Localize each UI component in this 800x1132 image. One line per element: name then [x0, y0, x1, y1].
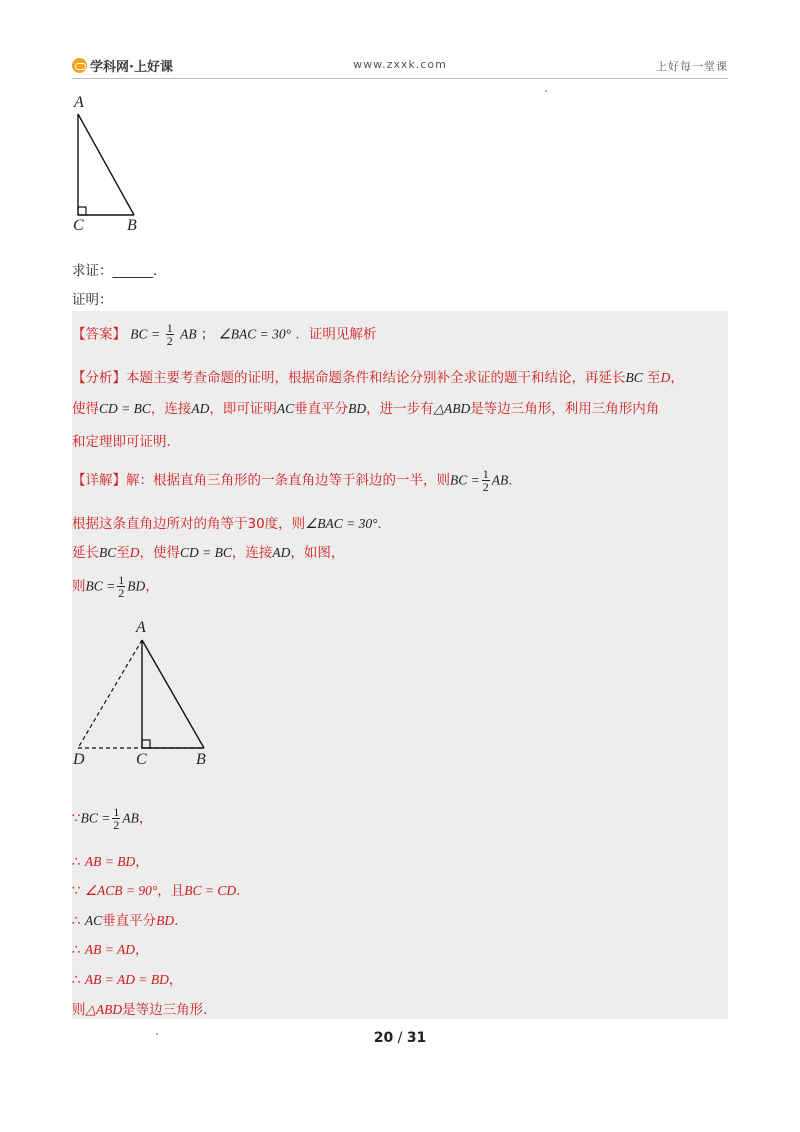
step1-fraction: [112, 806, 120, 831]
detail-line-4: [72, 574, 159, 599]
detail-num: 1: [482, 467, 489, 481]
logo-text: 学科网·上好课: [90, 60, 173, 75]
step2-comma: ，: [135, 854, 149, 870]
analysis-l2e: ，即可证明: [209, 401, 277, 417]
answer-eq: =: [151, 326, 160, 342]
analysis-l2i: ，进一步有: [366, 401, 434, 417]
step-3: [72, 879, 250, 899]
detail-l4-den: 2: [118, 586, 125, 600]
step1-ab: AB: [122, 810, 139, 826]
detail-l3b: BC: [99, 545, 117, 560]
step3-and: ，且: [157, 883, 185, 899]
fig2-label-b: B: [196, 751, 206, 768]
step-7: [72, 998, 217, 1018]
step-5: [72, 938, 149, 958]
detail-l4b: BC =: [85, 578, 116, 594]
analysis-line-3: 和定理即可证明．: [72, 434, 180, 450]
step4-bd: BD: [156, 913, 175, 928]
step1-bc: BC =: [80, 810, 111, 826]
analysis-l1a: 本题主要考查命题的证明，根据命题条件和结论分别补全求证的题干和结论，再延长: [126, 370, 626, 386]
step6-expr: AB = AD = BD: [84, 972, 169, 987]
step6-therefore: ∴: [72, 972, 81, 988]
detail-l2a: 根据这条直角边所对的角等于30度，则: [72, 516, 306, 532]
detail-l3h: AD: [272, 545, 291, 560]
step5-therefore: ∴: [72, 942, 81, 958]
step1-comma: ，: [138, 810, 153, 827]
detail-line-3: [72, 541, 344, 561]
answer-tag: 【答案】: [72, 326, 126, 343]
header-slogan: 上好每一堂课: [656, 60, 728, 73]
answer-bc: BC: [130, 326, 148, 342]
analysis-l1b: BC: [625, 370, 643, 385]
analysis-l2h: BD: [348, 401, 367, 416]
answer-num: 1: [166, 321, 173, 335]
step6-comma: ，: [168, 972, 183, 988]
detail-line-2: [72, 512, 391, 532]
page-number: [0, 1030, 800, 1046]
detail-l1b: BC =: [450, 472, 480, 488]
answer-fraction: [166, 322, 174, 347]
figure-extended-triangle: [72, 630, 222, 760]
answer-line: [72, 322, 376, 347]
detail-l3d: D: [129, 545, 140, 560]
proof-label: 证明：: [72, 292, 113, 308]
step4-period: .: [174, 913, 179, 929]
detail-l3c: 至: [116, 545, 130, 561]
step1-because: ∵: [72, 810, 81, 827]
detail-l3a: 延长: [72, 545, 99, 561]
analysis-l1e: ，: [670, 370, 684, 386]
detail-l4-fraction: [117, 574, 125, 599]
step3-expr: BC = CD: [184, 883, 237, 898]
answer-sep: ；: [200, 326, 215, 343]
page-current: 20: [373, 1030, 394, 1046]
detail-l4a: 则: [72, 578, 86, 595]
answer-rest: ．证明见解析: [295, 326, 377, 343]
step-2: [72, 850, 149, 870]
detail-fraction: [482, 468, 490, 493]
analysis-l2a: 使得: [72, 401, 99, 417]
detail-l4-num: 1: [118, 573, 125, 587]
detail-l2b: ∠BAC = 30°: [305, 516, 378, 531]
step7-triangle: △ABD: [85, 1002, 123, 1017]
fig1-label-a: A: [74, 94, 84, 111]
step-4: [72, 909, 178, 929]
answer-ab: AB: [180, 326, 197, 342]
prove-prompt: 求证：______.: [72, 263, 158, 279]
step4-ac: AC: [84, 913, 103, 928]
detail-l4d: ，: [145, 578, 159, 595]
analysis-line-2: [72, 397, 659, 417]
step7-then: 则: [72, 1002, 86, 1018]
detail-l1a: 解：根据直角三角形的一条直角边等于斜边的一半，则: [126, 472, 450, 489]
fig2-label-d: D: [73, 751, 85, 768]
analysis-l2b: CD = BC: [99, 401, 151, 416]
fig2-label-c: C: [136, 751, 147, 768]
detail-l3g: ，连接: [231, 545, 273, 561]
detail-tag: 【详解】: [72, 472, 126, 489]
page-total: 31: [406, 1030, 427, 1046]
answer-den: 2: [166, 334, 173, 348]
detail-l2c: ．: [377, 516, 392, 532]
analysis-line-1: [72, 366, 684, 386]
analysis-l2f: AC: [276, 401, 295, 416]
step4-therefore: ∴: [72, 913, 81, 929]
step7-text: 是等边三角形．: [122, 1002, 217, 1018]
step3-period: ．: [236, 883, 250, 899]
analysis-l2j: △ABD: [433, 401, 471, 416]
detail-l1c: AB: [491, 472, 509, 488]
step4-text: 垂直平分: [102, 913, 157, 929]
detail-den: 2: [482, 480, 489, 494]
detail-l3f: CD = BC: [180, 545, 232, 560]
step-1: [72, 806, 152, 831]
step2-therefore: ∴: [72, 854, 81, 870]
analysis-l2d: AD: [191, 401, 210, 416]
detail-l1d: ．: [508, 472, 522, 489]
analysis-l2g: 垂直平分: [294, 401, 349, 417]
analysis-tag: 【分析】: [72, 370, 126, 386]
analysis-l1d: D: [660, 370, 671, 385]
detail-l3e: ，使得: [139, 545, 181, 561]
step3-angle: ∠ACB = 90°: [84, 883, 158, 898]
step5-comma: ，: [135, 942, 149, 958]
site-url: www.zxxk.com: [353, 58, 447, 71]
stray-dot: [545, 90, 547, 92]
answer-angle: ∠BAC = 30°: [218, 326, 292, 342]
detail-l4c: BD: [127, 578, 146, 594]
fig2-label-a: A: [136, 619, 146, 636]
analysis-l2c: ，连接: [150, 401, 192, 417]
step2-expr: AB = BD: [84, 854, 136, 869]
step1-den: 2: [113, 818, 120, 832]
step1-num: 1: [113, 805, 120, 819]
step3-because: ∵: [72, 883, 81, 899]
fig1-label-b: B: [127, 217, 137, 234]
page-sep: /: [393, 1030, 407, 1046]
step-6: [72, 968, 182, 988]
fig1-label-c: C: [73, 217, 84, 234]
step5-expr: AB = AD: [84, 942, 135, 957]
detail-line-1: [72, 468, 522, 493]
analysis-l1c: 至: [642, 370, 661, 386]
page-header: [72, 56, 728, 79]
detail-l3i: ，如图，: [290, 545, 345, 561]
analysis-l2k: 是等边三角形，利用三角形内角: [470, 401, 660, 417]
